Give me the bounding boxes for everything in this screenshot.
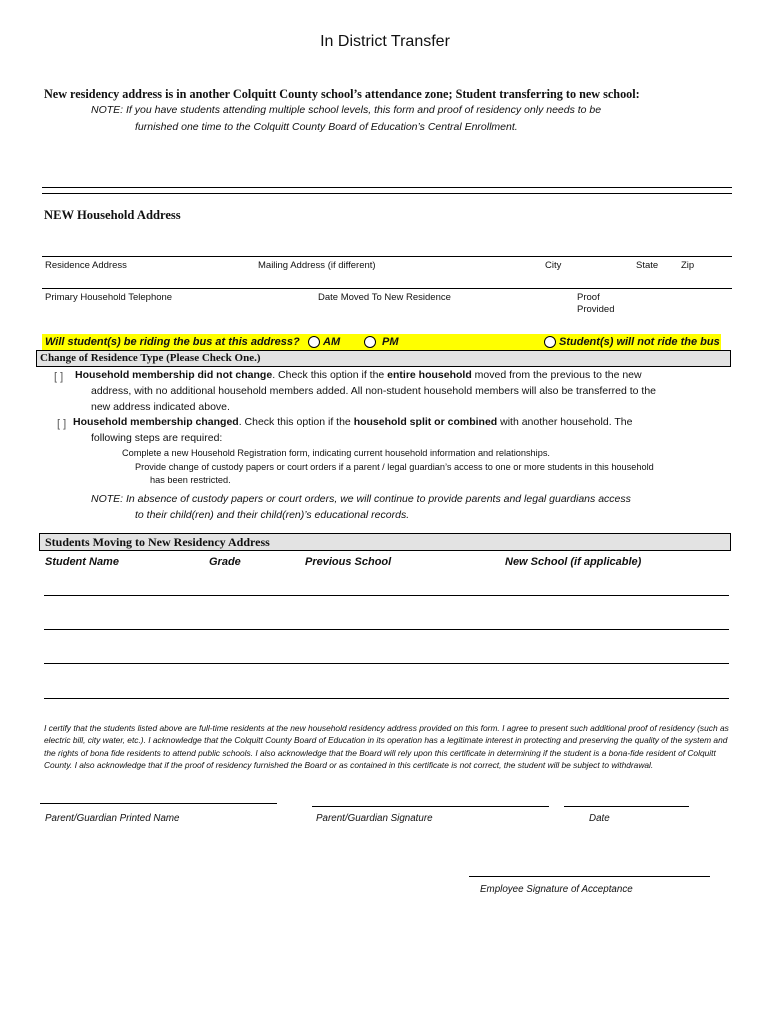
student-row-line[interactable]: [44, 698, 729, 699]
option2-line2: following steps are required:: [91, 432, 223, 444]
employee-signature-line[interactable]: [469, 876, 710, 877]
telephone-line[interactable]: [42, 288, 732, 289]
signature-line[interactable]: [312, 806, 549, 807]
option1-line2: address, with no additional household members added. All non-student household members will also be transferred to the: [91, 385, 657, 397]
date-moved-label: Date Moved To New Residence: [318, 292, 451, 303]
proof-label-line2: Provided: [577, 304, 615, 315]
residence-type-heading: Change of Residence Type (Please Check One.): [40, 352, 261, 364]
no-bus-label: Student(s) will not ride the bus: [559, 336, 720, 348]
printed-name-label: Parent/Guardian Printed Name: [45, 813, 180, 824]
date-line[interactable]: [564, 806, 689, 807]
proof-label-line1: Proof: [577, 292, 600, 303]
students-heading: Students Moving to New Residency Address: [45, 535, 270, 549]
residence-address-label: Residence Address: [45, 260, 127, 271]
signature-label: Parent/Guardian Signature: [316, 813, 433, 824]
option1-line3: new address indicated above.: [91, 401, 230, 413]
col-student-name: Student Name: [45, 556, 119, 568]
employee-signature-label: Employee Signature of Acceptance: [480, 884, 633, 895]
option2-checkbox[interactable]: [ ]: [57, 418, 67, 430]
custody-note-line1: NOTE: In absence of custody papers or court orders, we will continue to provide parents and legal guardians access: [91, 493, 631, 505]
step2-line1: Provide change of custody papers or court orders if a parent / legal guardian’s access to one or more students in this household: [135, 462, 654, 472]
residence-address-line[interactable]: [42, 256, 732, 257]
pm-label: PM: [382, 336, 399, 348]
option1-checkbox[interactable]: [ ]: [54, 371, 64, 383]
printed-name-line[interactable]: [40, 803, 277, 804]
option2-line1: Household membership changed. Check this option if the household split or combined with another household. The: [73, 416, 633, 428]
step1-text: Complete a new Household Registration form, indicating current household information and relationships.: [122, 448, 550, 458]
divider: [42, 187, 732, 188]
student-row-line[interactable]: [44, 663, 729, 664]
pm-radio[interactable]: [364, 336, 376, 348]
household-heading: NEW Household Address: [44, 208, 181, 222]
custody-note-line2: to their child(ren) and their child(ren)’s educational records.: [135, 509, 410, 521]
col-new-school: New School (if applicable): [505, 556, 642, 568]
telephone-label: Primary Household Telephone: [45, 292, 173, 303]
student-row-line[interactable]: [44, 629, 729, 630]
intro-note-line2: furnished one time to the Colquitt County Board of Education’s Central Enrollment.: [135, 121, 518, 133]
zip-label: Zip: [681, 260, 695, 271]
divider: [42, 193, 732, 194]
am-radio[interactable]: [308, 336, 320, 348]
city-label: City: [545, 260, 562, 271]
certification-text: I certify that the students listed above are full-time residents at the new household residency address provided on this form. I agree to present such additional proof of residency (such as electric bill, city water, etc.). I acknowledge that the Colquitt County Board of Education in its operation has a legitimate interest in protecting and preserving the quality of the system and the rights of bona fide residents to attend public schools. I also acknowledge that the Board will rely upon this certificate in determining if the student is a bona-fide resident of Colquitt County. I also acknowledge that if the proof of residency furnished the Board or as contained in this certificate is not correct, the student will be subject to withdrawal.: [44, 723, 729, 770]
intro-heading: New residency address is in another Colquitt County school’s attendance zone; Student transferring to new school:: [44, 87, 640, 101]
bus-question: Will student(s) be riding the bus at this address?: [45, 336, 300, 348]
am-label: AM: [323, 336, 341, 348]
date-label: Date: [589, 813, 610, 824]
no-bus-radio[interactable]: [544, 336, 556, 348]
option1-line1: Household membership did not change. Check this option if the entire household moved from the previous to the new: [75, 369, 642, 381]
col-grade: Grade: [209, 556, 241, 568]
state-label: State: [636, 260, 659, 271]
intro-note-line1: NOTE: If you have students attending multiple school levels, this form and proof of residency only needs to be: [91, 104, 602, 116]
mailing-address-label: Mailing Address (if different): [258, 260, 376, 271]
page-title: In District Transfer: [320, 33, 450, 50]
student-row-line[interactable]: [44, 595, 729, 596]
step2-line2: has been restricted.: [150, 475, 231, 485]
col-previous-school: Previous School: [305, 556, 392, 568]
